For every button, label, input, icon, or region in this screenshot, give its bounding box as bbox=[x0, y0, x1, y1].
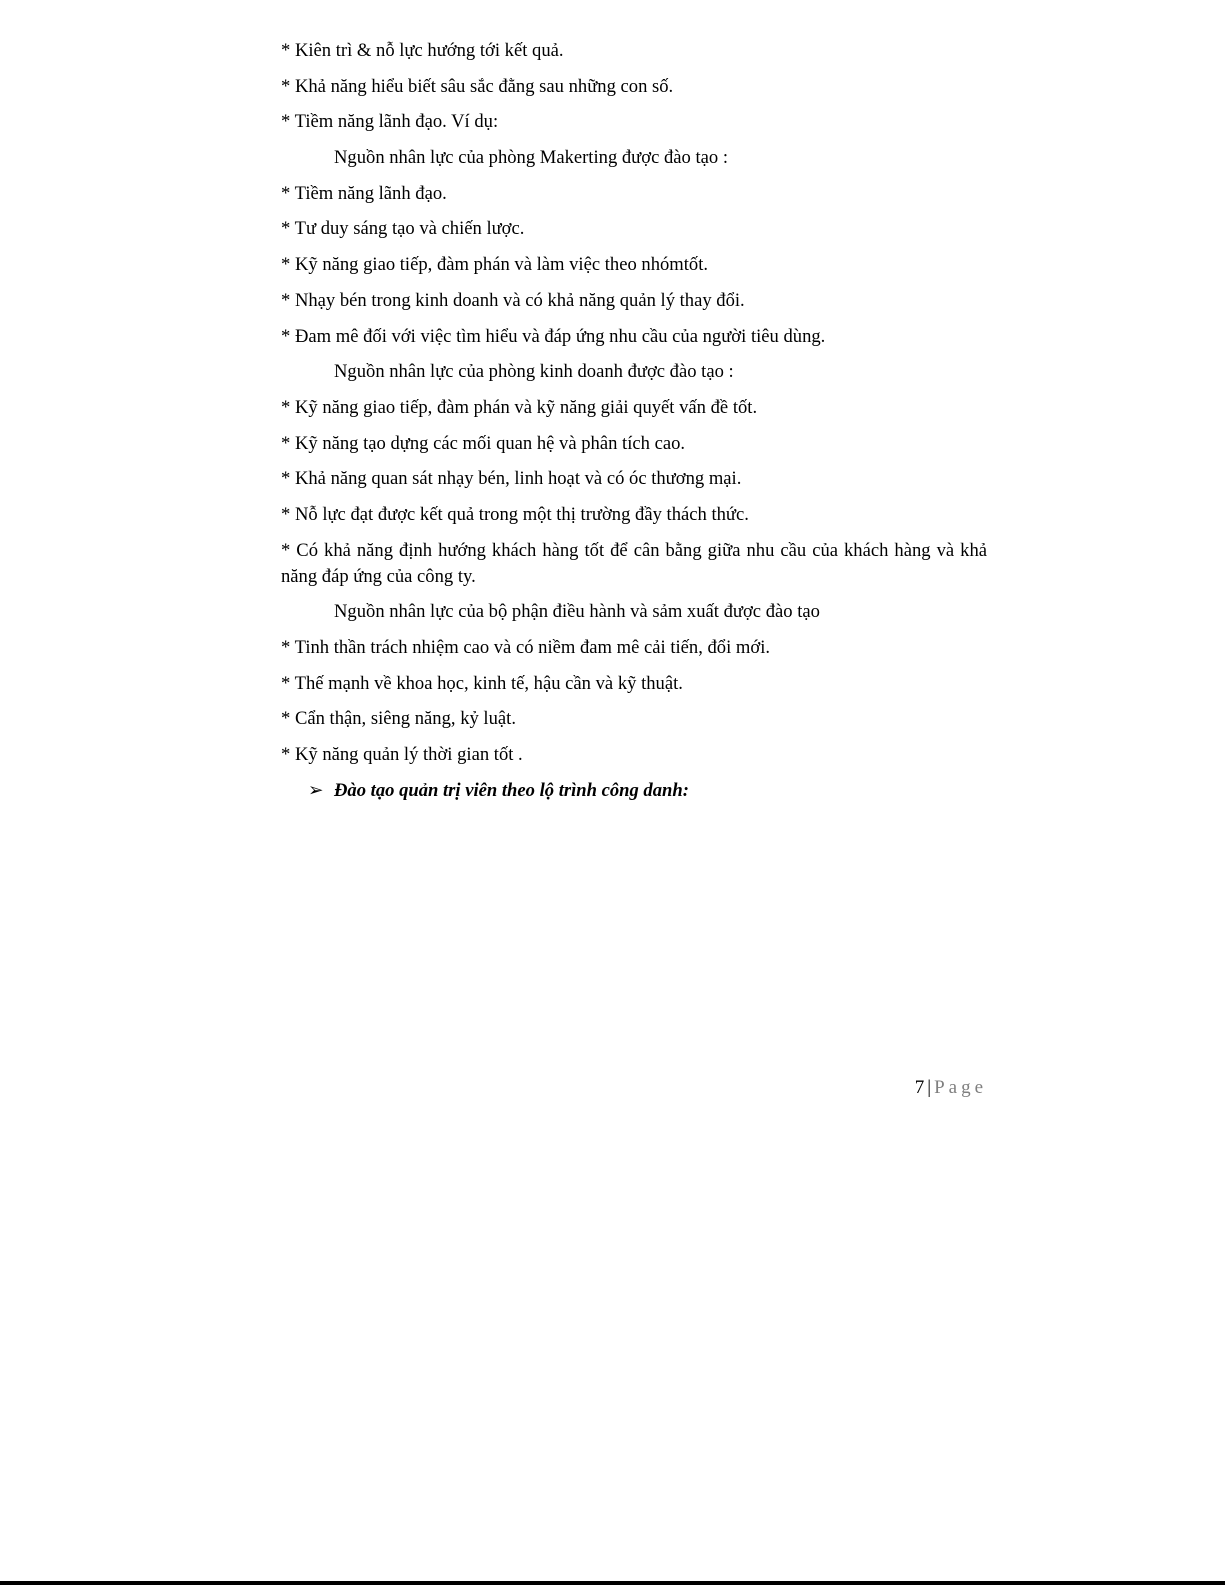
section-heading-text: Đào tạo quản trị viên theo lộ trình công danh: bbox=[334, 779, 689, 801]
bullet-line: * Khả năng quan sát nhạy bén, linh hoạt và có óc thương mại. bbox=[281, 468, 742, 490]
page-body bbox=[281, 38, 987, 804]
arrow-bullet-icon: ➢ bbox=[308, 779, 324, 801]
bullet-line: * Nỗ lực đạt được kết quả trong một thị trường đầy thách thức. bbox=[281, 503, 749, 525]
section-heading bbox=[281, 778, 987, 804]
bullet-line: * Tiềm năng lãnh đạo. bbox=[281, 182, 447, 204]
page-footer bbox=[0, 1075, 987, 1101]
bottom-border bbox=[0, 1581, 1225, 1585]
bullet-line: * Kỹ năng tạo dựng các mối quan hệ và phân tích cao. bbox=[281, 432, 686, 454]
bullet-line: * Nhạy bén trong kinh doanh và có khả năng quản lý thay đổi. bbox=[281, 289, 745, 311]
bullet-line: * Tư duy sáng tạo và chiến lược. bbox=[281, 218, 525, 240]
bullet-line: * Cẩn thận, siêng năng, kỷ luật. bbox=[281, 708, 516, 730]
footer-separator: | bbox=[927, 1077, 932, 1098]
page-number: 7 bbox=[914, 1077, 925, 1098]
section-intro-sales: Nguồn nhân lực của phòng kinh doanh được đào tạo : bbox=[334, 361, 734, 383]
bullet-line-wrapped: * Có khả năng định hướng khách hàng tốt để cân bằng giữa nhu cầu của khách hàng và khả năng đáp ứng của công ty. bbox=[281, 539, 987, 587]
bullet-line: * Kiên trì & nỗ lực hướng tới kết quả. bbox=[281, 40, 564, 61]
bullet-line: * Thế mạnh về khoa học, kinh tế, hậu cần và kỹ thuật. bbox=[281, 672, 683, 694]
bullet-line: * Đam mê đối với việc tìm hiểu và đáp ứng nhu cầu của người tiêu dùng. bbox=[281, 325, 826, 347]
bullet-line: * Tiềm năng lãnh đạo. Ví dụ: bbox=[281, 111, 499, 133]
section-intro-operations: Nguồn nhân lực của bộ phận điều hành và sảm xuất được đào tạo bbox=[334, 601, 820, 623]
section-intro-marketing: Nguồn nhân lực của phòng Makerting được đào tạo : bbox=[334, 147, 729, 169]
bullet-line: * Kỹ năng giao tiếp, đàm phán và kỹ năng giải quyết vấn đề tốt. bbox=[281, 396, 758, 418]
bullet-line: * Khả năng hiểu biết sâu sắc đằng sau những con số. bbox=[281, 75, 674, 97]
page-label: Page bbox=[934, 1077, 987, 1098]
bullet-line: * Kỹ năng quản lý thời gian tốt . bbox=[281, 744, 523, 766]
bullet-line: * Tinh thần trách nhiệm cao và có niềm đam mê cải tiến, đổi mới. bbox=[281, 637, 771, 658]
bullet-line: * Kỹ năng giao tiếp, đàm phán và làm việc theo nhómtốt. bbox=[281, 254, 709, 276]
